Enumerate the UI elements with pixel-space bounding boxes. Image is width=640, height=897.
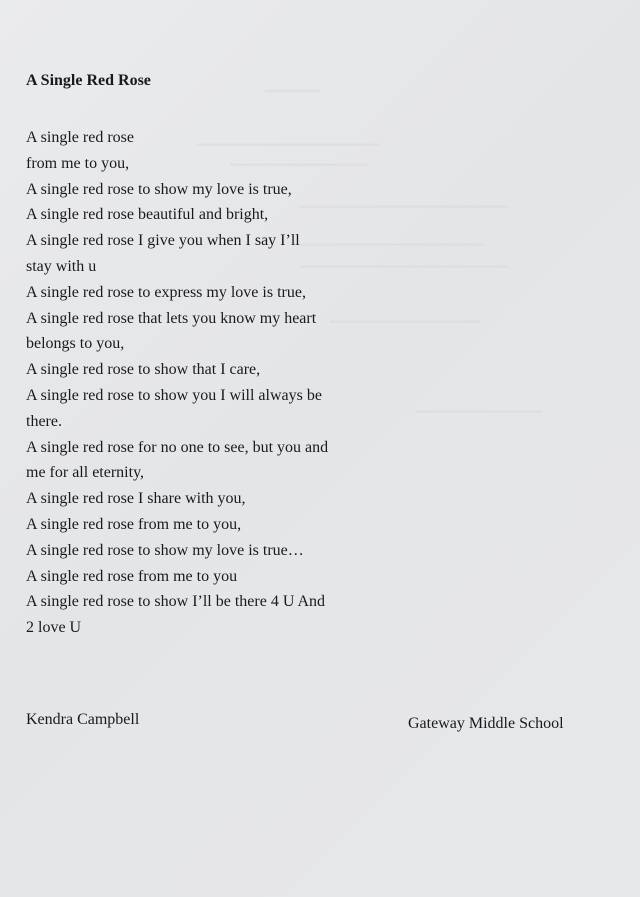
poem-line: from me to you, xyxy=(26,154,130,172)
poem-line: A single red rose from me to you, xyxy=(26,515,242,533)
show-through-decoration: ▁▁▁▁▁▁▁▁▁▁▁▁ xyxy=(230,150,369,166)
show-through-decoration: ▁▁▁▁ xyxy=(265,72,321,92)
poem-line: A single red rose to show my love is true, xyxy=(26,180,292,198)
poem-line: A single red rose to express my love is true, xyxy=(26,283,306,301)
poem-line: A single red rose beautiful and bright, xyxy=(26,206,269,224)
poem-line: A single red rose I give you when I say I’ll xyxy=(26,232,300,250)
show-through-decoration: ▁▁▁▁▁▁▁▁▁▁▁▁▁ xyxy=(330,307,480,323)
poem-line: A single red rose to show you I will always be xyxy=(26,386,322,404)
poem-line: belongs to you, xyxy=(26,335,125,353)
poem-line: A single red rose to show that I care, xyxy=(26,361,261,379)
show-through-decoration: ▁▁▁▁▁▁▁▁▁▁▁▁▁▁▁▁ xyxy=(196,130,381,146)
poem-line: A single red rose to show my love is true… xyxy=(26,541,304,559)
poem-line: A single red rose for no one to see, but you and xyxy=(26,438,329,456)
show-through-decoration: ▁▁▁▁▁▁▁▁▁▁▁ xyxy=(415,397,542,413)
poem-line: A single red rose I share with you, xyxy=(26,490,246,508)
poem-line: A single red rose from me to you xyxy=(26,567,238,585)
poem-line: 2 love U xyxy=(26,619,82,637)
school-name: Gateway Middle School xyxy=(408,715,564,732)
poem-line: A single red rose that lets you know my heart xyxy=(26,309,317,327)
show-through-decoration: ▁▁▁▁▁▁▁▁▁▁▁▁▁▁▁▁▁▁ xyxy=(300,252,508,268)
poem-body xyxy=(26,125,356,641)
show-through-decoration: ▁▁▁▁▁▁▁▁▁▁▁▁▁▁▁▁▁▁ xyxy=(300,192,508,208)
poem-line: A single red rose xyxy=(26,129,134,146)
poem-title: A Single Red Rose xyxy=(26,72,151,89)
poem-line: there. xyxy=(26,412,62,430)
poem-line: me for all eternity, xyxy=(26,464,145,482)
poem-line: stay with u xyxy=(26,257,97,275)
author-name: Kendra Campbell xyxy=(26,711,140,728)
poem-line: A single red rose to show I’ll be there 4 U And xyxy=(26,593,326,611)
show-through-decoration: ▁▁▁▁▁▁▁▁▁▁▁▁▁▁▁▁ xyxy=(300,230,485,246)
